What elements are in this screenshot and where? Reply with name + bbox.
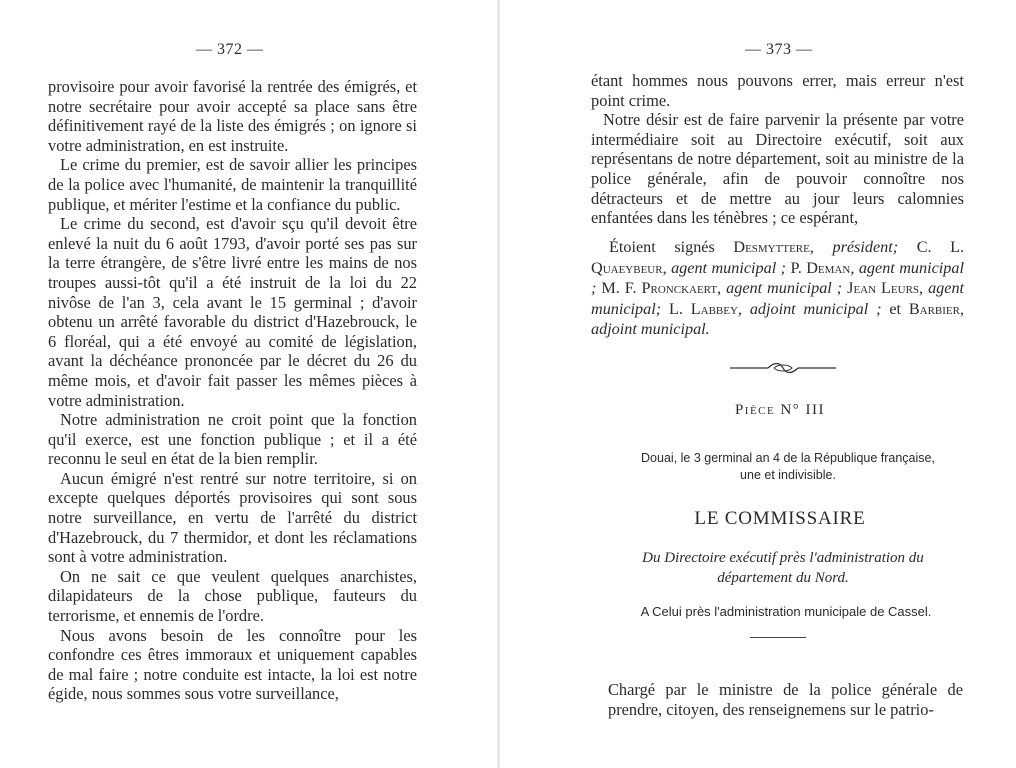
short-rule-divider	[750, 637, 806, 638]
dateline	[612, 450, 964, 484]
paragraph: Le crime du second, est d'avoir sçu qu'il devoit être enlevé la nuit du 6 août 1793, d'avoir porté ses pas sur la terre étrangère, de s'être livré entre les mains de nos troupes aussi-tôt qu'il a été instruit de la loi du 22 nivôse de l'an 3, cela avant le 15 germinal ; d'avoir obtenu un arrêté favorable du district d'Hazebrouck, le 6 floréal, qui a été envoyé au comité de législation, avant la déchéance prononcée par le décret du 26 du même mois, et d'avoir fait passer les mêmes pièces à votre administration.	[48, 214, 417, 410]
paragraph: Nous avons besoin de les connoître pour les confondre ces êtres immoraux et uniquement capables de mal faire ; notre conduite est intacte, la loi est notre égide, nous sommes sous votre surveillance,	[48, 625, 417, 704]
paragraph: Aucun émigré n'est rentré sur notre territoire, si on excepte quelques déportés provisoires qui sont sous notre surveillance, en vertu de l'arrêté du district d'Hazebrouck, du 7 thermidor, et dont les réclamations sont à votre administration.	[48, 468, 417, 567]
signatory-name: Jean Leurs,	[847, 279, 924, 298]
paragraph: On ne sait ce que veulent quelques anarchistes, dilapidateurs de la chose publique, fauteurs du terrorisme, et ennemis de l'ordre.	[48, 566, 417, 626]
signatory-role: agent municipal ;	[591, 258, 964, 298]
signatory-name: L. Labbey,	[668, 299, 742, 318]
dateline-line: Douai, le 3 germinal an 4 de la République française,	[641, 451, 935, 465]
signature-conjunction: et	[889, 299, 902, 318]
paragraph: Notre désir est de faire parvenir la présente par votre intermédiaire soit au Directoire exécutif, soit aux représentans de notre département, soit au ministre de la police générale, afin de pouvoir connoître nos détracteurs et de mettre au jour leurs calomnies enfantées dans les ténèbres ; ce espérant,	[591, 110, 964, 228]
signatory-name: M. F. Pronckaert,	[601, 279, 722, 298]
signatory-role: adjoint municipal.	[591, 320, 710, 339]
signatory-role: agent municipal ;	[726, 279, 843, 298]
left-page	[0, 0, 498, 768]
paragraph: Le crime du premier, est de savoir allier les principes de la police avec l'humanité, de maintenir la tranquillité publique, et mériter l'estime et la confiance du public.	[48, 155, 417, 214]
signatory-name: Desmyttere,	[733, 238, 814, 256]
signature-block	[591, 237, 964, 340]
page-number-left: — 372 —	[196, 41, 264, 58]
signatory-role: adjoint municipal ;	[749, 299, 882, 318]
paragraph: Notre administration ne croit point que la fonction qu'il exerce, est une fonction publique ; et il a été reconnu le seul en état de la bien remplir.	[48, 410, 417, 469]
signatory-role: président;	[832, 238, 899, 256]
paragraph: étant hommes nous pouvons errer, mais erreur n'est point crime.	[591, 71, 964, 110]
right-page	[500, 0, 1016, 768]
signatory-role: agent municipal ;	[671, 258, 787, 277]
signatory-role: agent municipal;	[591, 279, 965, 318]
left-body-text	[48, 77, 417, 704]
signatory-name: Barbier,	[908, 299, 965, 318]
right-body-text	[591, 71, 964, 228]
closing-text	[608, 680, 963, 719]
signatory-name: C. L. Quaeybeur,	[591, 238, 965, 277]
dateline-line: une et indivisible.	[740, 468, 836, 482]
paragraph: provisoire pour avoir favorisé la rentrée des émigrés, et notre secrétaire pour avoir accepté sa place sans être définitivement rayé de la liste des émigrés ; on ignore si votre administration, en est instruite.	[48, 77, 417, 155]
paragraph: Chargé par le ministre de la police générale de prendre, citoyen, des renseignemens sur le patrio-	[608, 680, 963, 719]
page-number-right: — 373 —	[745, 41, 813, 58]
piece-title: Pièce N° III	[734, 402, 826, 418]
signatory-name: P. Deman,	[790, 258, 855, 277]
subheading-line: département du Nord.	[717, 570, 849, 586]
subheading-line: Du Directoire exécutif près l'administration du	[642, 550, 924, 566]
signature-intro: Étoient signés	[609, 238, 715, 256]
address-line: A Celui près l'administration municipale de Cassel.	[640, 604, 932, 619]
section-heading: LE COMMISSAIRE	[694, 508, 866, 529]
section-subheading	[612, 548, 954, 588]
ornament-divider	[728, 361, 838, 375]
